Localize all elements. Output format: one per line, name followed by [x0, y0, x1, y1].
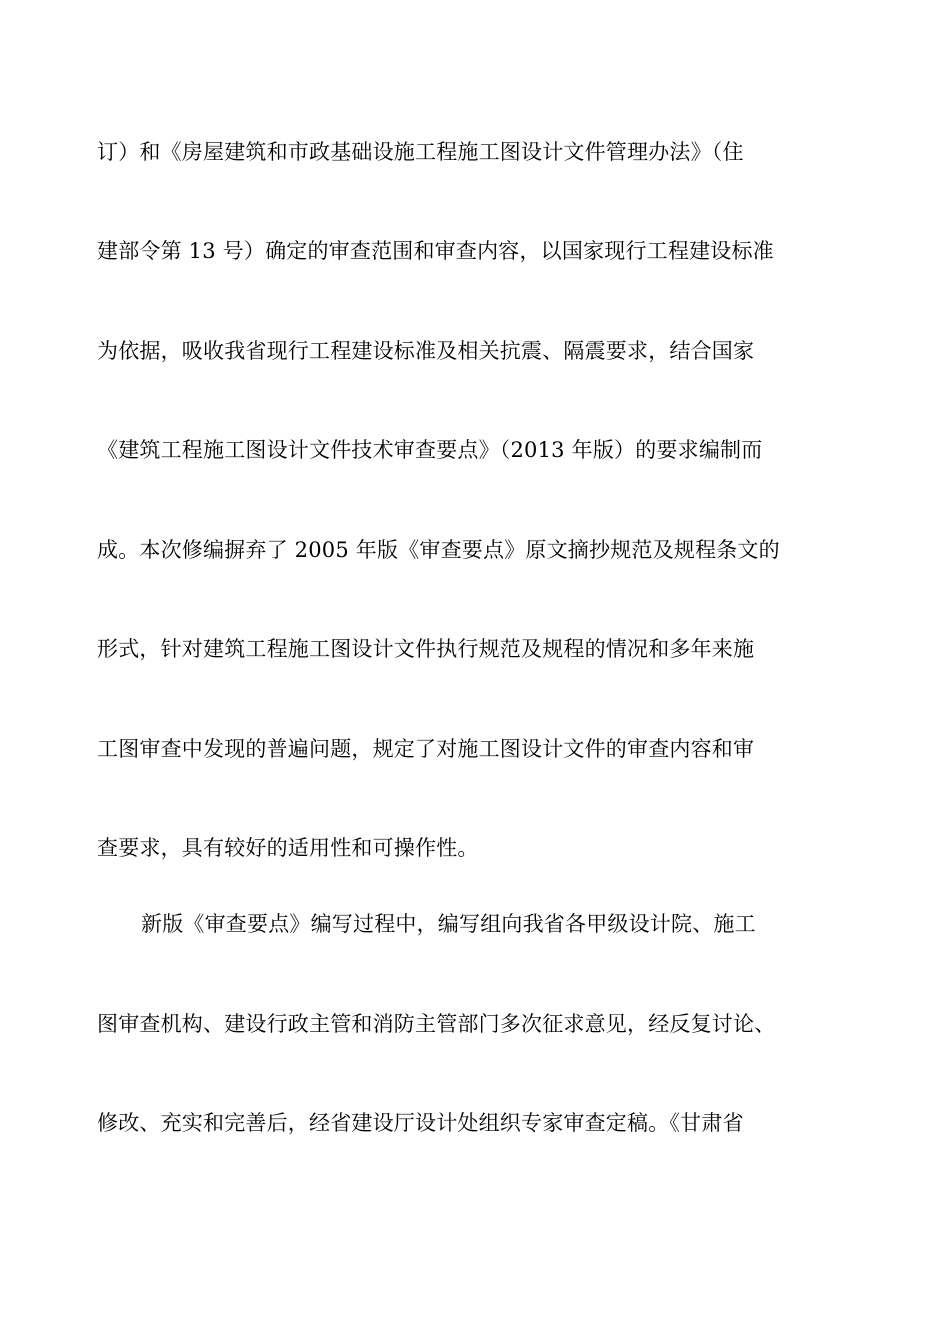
paragraph-2-line-3: 修改、充实和完善后，经省建设厅设计处组织专家审查定稿。《甘肃省	[97, 1111, 744, 1135]
paragraph-line-5: 成。本次修编摒弃了 2005 年版《审查要点》原文摘抄规范及规程条文的	[97, 538, 780, 562]
paragraph-line-3: 为依据，吸收我省现行工程建设标准及相关抗震、隔震要求，结合国家	[97, 339, 755, 363]
paragraph-line-1: 订）和《房屋建筑和市政基础设施工程施工图设计文件管理办法》（住	[97, 140, 744, 164]
paragraph-line-2: 建部令第 13 号）确定的审查范围和审查内容，以国家现行工程建设标准	[97, 239, 774, 263]
paragraph-line-7: 工图审查中发现的普遍问题，规定了对施工图设计文件的审查内容和审	[97, 737, 755, 761]
paragraph-line-4: 《建筑工程施工图设计文件技术审查要点》（2013 年版）的要求编制而	[97, 438, 763, 462]
paragraph-2-line-1: 新版《审查要点》编写过程中，编写组向我省各甲级设计院、施工	[141, 912, 756, 936]
paragraph-line-6: 形式，针对建筑工程施工图设计文件执行规范及规程的情况和多年来施	[97, 637, 755, 661]
paragraph-line-8: 查要求，具有较好的适用性和可操作性。	[97, 836, 479, 860]
paragraph-2-line-2: 图审查机构、建设行政主管和消防主管部门多次征求意见，经反复讨论、	[97, 1012, 776, 1036]
